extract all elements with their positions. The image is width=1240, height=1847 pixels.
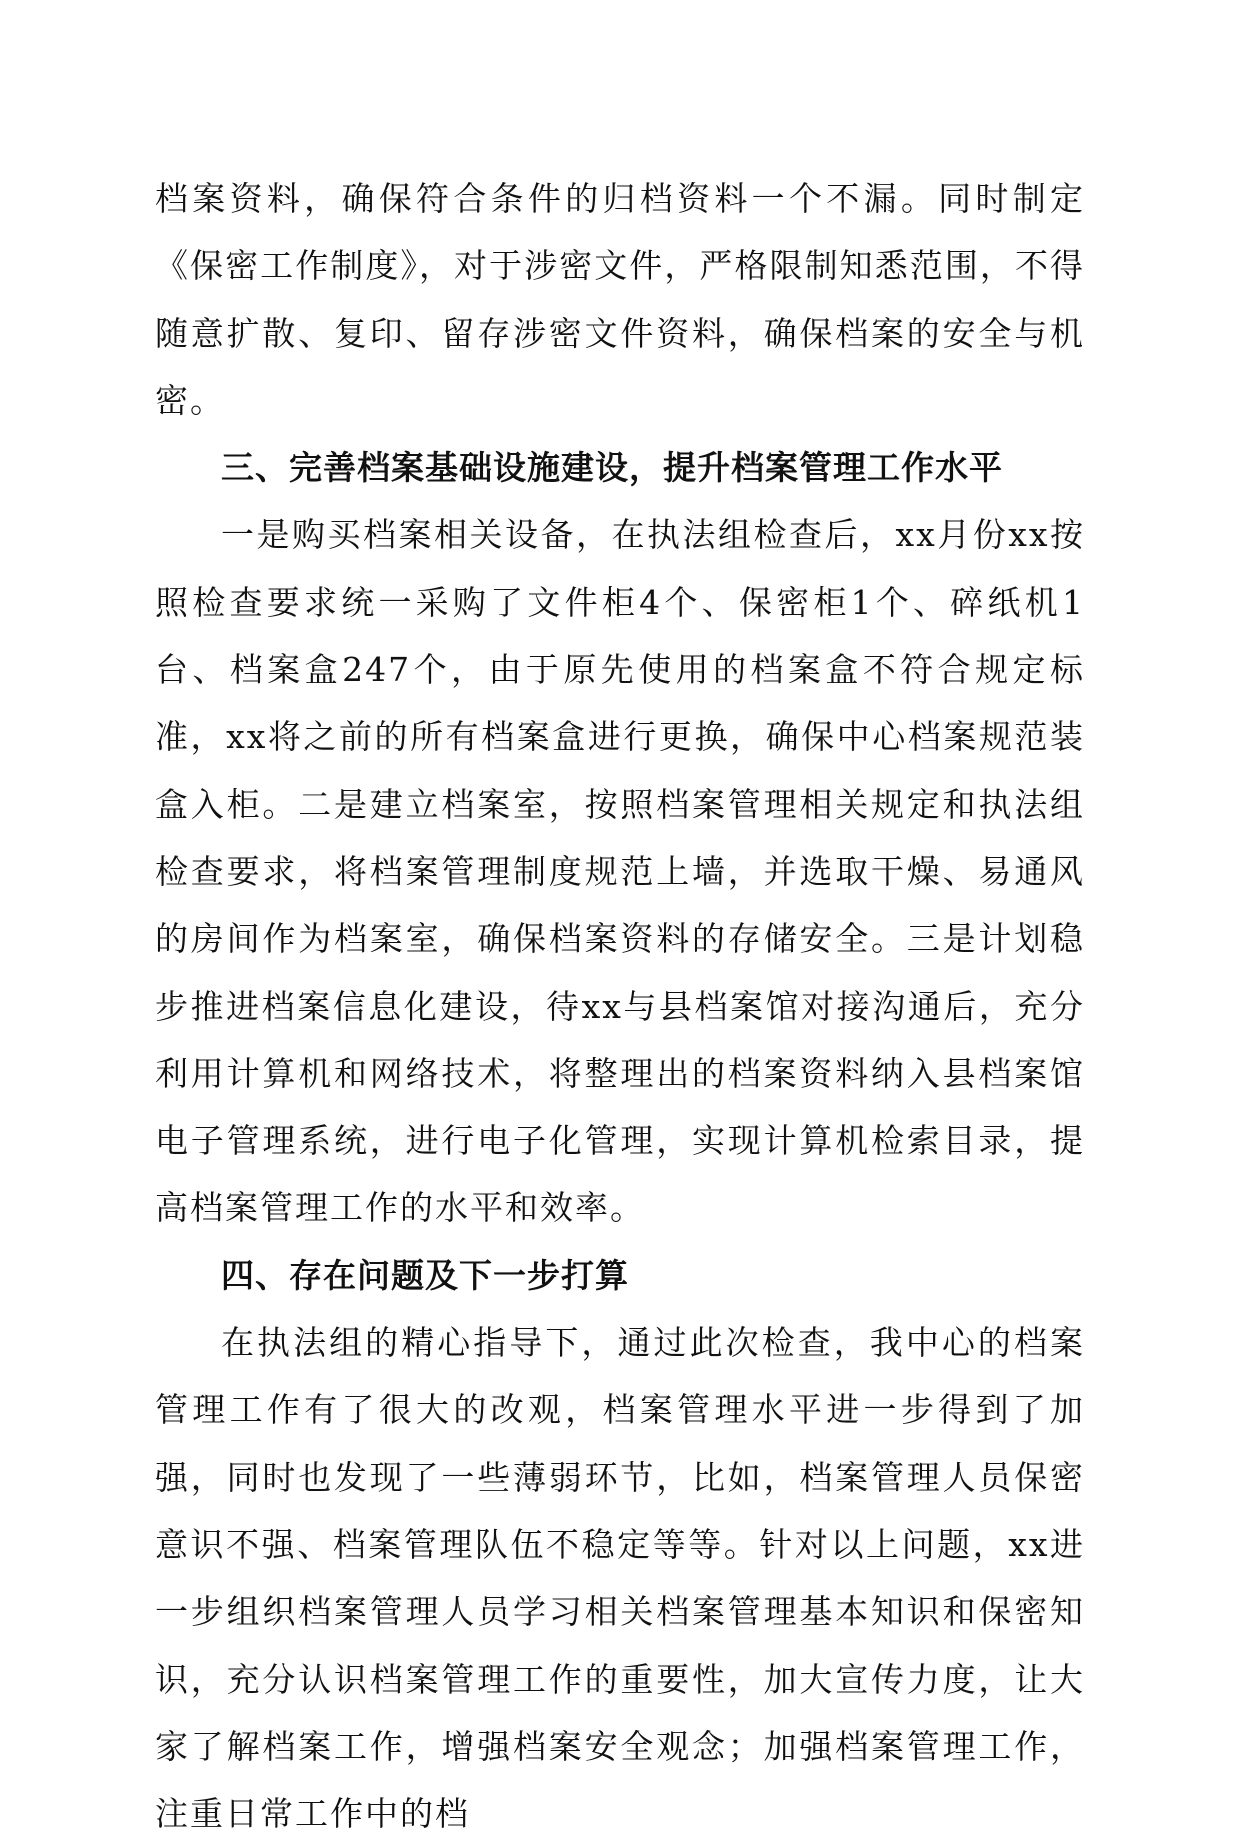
section-heading-3: 三、完善档案基础设施建设，提升档案管理工作水平 bbox=[221, 448, 1003, 488]
body-paragraph-problems: 在执法组的精心指导下，通过此次检查，我中心的档案管理工作有了很大的改观，档案管理水平进一步得到了加强，同时也发现了一些薄弱环节，比如，档案管理人员保密意识不强、档案管理队伍不稳定等等。针对以上问题，xx进一步组织档案管理人员学习相关档案管理基本知识和保密知识，充分认识档案管理工作的重要性，加大宣传力度，让大家了解档案工作，增强档案安全观念；加强档案管理工作，注重日常工作中的档 bbox=[155, 1323, 1085, 1834]
section-heading-4: 四、存在问题及下一步打算 bbox=[221, 1255, 629, 1295]
body-paragraph-continuation: 档案资料，确保符合条件的归档资料一个不漏。同时制定《保密工作制度》，对于涉密文件，严格限制知悉范围，不得随意扩散、复印、留存涉密文件资料，确保档案的安全与机密。 bbox=[155, 179, 1085, 420]
document-page bbox=[155, 165, 1085, 1847]
body-paragraph-facilities: 一是购买档案相关设备，在执法组检查后，xx月份xx按照检查要求统一采购了文件柜4个、保密柜1个、碎纸机1台、档案盒247个，由于原先使用的档案盒不符合规定标准，xx将之前的所有档案盒进行更换，确保中心档案规范装盒入柜。二是建立档案室，按照档案管理相关规定和执法组检查要求，将档案管理制度规范上墙，并选取干燥、易通风的房间作为档案室，确保档案资料的存储安全。三是计划稳步推进档案信息化建设，待xx与县档案馆对接沟通后，充分利用计算机和网络技术，将整理出的档案资料纳入县档案馆电子管理系统，进行电子化管理，实现计算机检索目录，提高档案管理工作的水平和效率。 bbox=[155, 515, 1085, 1228]
